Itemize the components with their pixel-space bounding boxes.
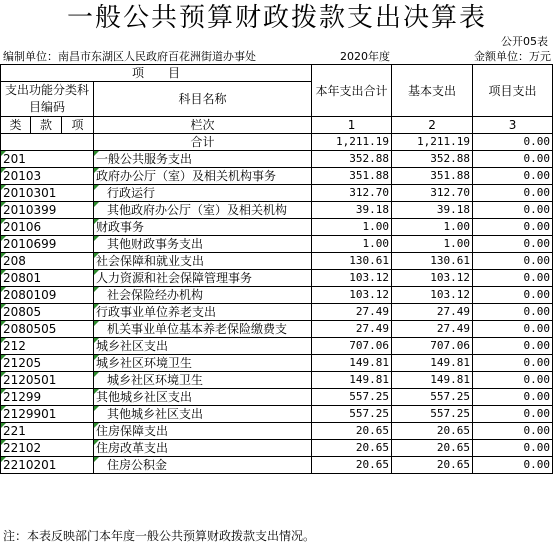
- meta-row: [0, 50, 554, 64]
- row-subject-name: 城乡社区环境卫生: [94, 355, 312, 372]
- row-subject-name: 其他城乡社区支出: [94, 406, 312, 423]
- row-total: 27.49: [312, 321, 392, 338]
- row-basic: 149.81: [392, 355, 473, 372]
- row-total: 103.12: [312, 287, 392, 304]
- row-subject-name: 其他城乡社区支出: [94, 389, 312, 406]
- total-sum: 1,211.19: [312, 134, 392, 151]
- table-row: [1, 338, 553, 355]
- row-code: 20106: [1, 219, 94, 236]
- row-project: 0.00: [473, 185, 553, 202]
- row-total: 149.81: [312, 372, 392, 389]
- row-total: 39.18: [312, 202, 392, 219]
- year-label: 2020年度: [340, 50, 390, 63]
- row-code: 2129901: [1, 406, 94, 423]
- row-subject-name: 行政事业单位养老支出: [94, 304, 312, 321]
- row-code: 20805: [1, 304, 94, 321]
- row-basic: 20.65: [392, 440, 473, 457]
- org-label: 编制单位：南昌市东湖区人民政府百花洲街道办事处: [3, 50, 256, 63]
- row-project: 0.00: [473, 423, 553, 440]
- header-lanci: 栏次: [94, 117, 312, 134]
- row-code: 208: [1, 253, 94, 270]
- table-row: [1, 185, 553, 202]
- table-row: [1, 219, 553, 236]
- row-project: 0.00: [473, 321, 553, 338]
- row-project: 0.00: [473, 406, 553, 423]
- row-project: 0.00: [473, 236, 553, 253]
- row-basic: 557.25: [392, 389, 473, 406]
- row-code: 221: [1, 423, 94, 440]
- row-subject-name: 城乡社区环境卫生: [94, 372, 312, 389]
- row-basic: 312.70: [392, 185, 473, 202]
- row-total: 149.81: [312, 355, 392, 372]
- header-project: 项 目: [1, 65, 312, 82]
- header-kuan: 款: [31, 117, 62, 134]
- row-code: 212: [1, 338, 94, 355]
- table-row: [1, 440, 553, 457]
- row-total: 27.49: [312, 304, 392, 321]
- row-total: 707.06: [312, 338, 392, 355]
- row-subject-name: 其他政府办公厅（室）及相关机构: [94, 202, 312, 219]
- row-code: 2010399: [1, 202, 94, 219]
- row-code: 2210201: [1, 457, 94, 474]
- project-sum: 0.00: [473, 134, 553, 151]
- row-code: 201: [1, 151, 94, 168]
- header-col-total: 本年支出合计: [312, 65, 392, 117]
- basic-sum: 1,211.19: [392, 134, 473, 151]
- header-xiang: 项: [62, 117, 94, 134]
- row-subject-name: 财政事务: [94, 219, 312, 236]
- row-subject-name: 社会保险经办机构: [94, 287, 312, 304]
- row-project: 0.00: [473, 440, 553, 457]
- table-row: [1, 423, 553, 440]
- row-project: 0.00: [473, 457, 553, 474]
- row-code: 2120501: [1, 372, 94, 389]
- row-project: 0.00: [473, 372, 553, 389]
- table-row: [1, 270, 553, 287]
- table-row: [1, 406, 553, 423]
- row-subject-name: 社会保障和就业支出: [94, 253, 312, 270]
- row-code: 21299: [1, 389, 94, 406]
- row-code: 21205: [1, 355, 94, 372]
- row-subject-name: 一般公共服务支出: [94, 151, 312, 168]
- row-subject-name: 住房保障支出: [94, 423, 312, 440]
- row-subject-name: 城乡社区支出: [94, 338, 312, 355]
- header-col2: 2: [392, 117, 473, 134]
- row-total: 1.00: [312, 219, 392, 236]
- row-basic: 557.25: [392, 406, 473, 423]
- expenditure-table: [0, 64, 553, 474]
- footnote: 注：本表反映部门本年度一般公共预算财政拨款支出情况。: [3, 529, 316, 543]
- row-project: 0.00: [473, 287, 553, 304]
- row-total: 557.25: [312, 389, 392, 406]
- row-project: 0.00: [473, 151, 553, 168]
- row-total: 312.70: [312, 185, 392, 202]
- row-code: 2080109: [1, 287, 94, 304]
- table-number: 公开05表: [501, 35, 548, 48]
- row-basic: 149.81: [392, 372, 473, 389]
- row-basic: 27.49: [392, 304, 473, 321]
- header-func-code: 支出功能分类科目编码: [1, 82, 94, 117]
- row-total: 1.00: [312, 236, 392, 253]
- table-row: [1, 253, 553, 270]
- row-basic: 130.61: [392, 253, 473, 270]
- table-row: [1, 389, 553, 406]
- row-subject-name: 住房改革支出: [94, 440, 312, 457]
- header-subject-name: 科目名称: [94, 82, 312, 117]
- row-basic: 20.65: [392, 423, 473, 440]
- row-basic: 1.00: [392, 236, 473, 253]
- row-basic: 27.49: [392, 321, 473, 338]
- row-subject-name: 行政运行: [94, 185, 312, 202]
- table-row: [1, 457, 553, 474]
- table-row: [1, 202, 553, 219]
- row-basic: 20.65: [392, 457, 473, 474]
- row-basic: 1.00: [392, 219, 473, 236]
- row-code: 20801: [1, 270, 94, 287]
- row-project: 0.00: [473, 338, 553, 355]
- row-code: 22102: [1, 440, 94, 457]
- header-col3: 3: [473, 117, 553, 134]
- row-basic: 103.12: [392, 270, 473, 287]
- row-project: 0.00: [473, 355, 553, 372]
- row-subject-name: 人力资源和社会保障管理事务: [94, 270, 312, 287]
- table-row: [1, 355, 553, 372]
- row-total: 20.65: [312, 440, 392, 457]
- table-row: [1, 287, 553, 304]
- table-row: [1, 168, 553, 185]
- row-project: 0.00: [473, 253, 553, 270]
- row-total: 352.88: [312, 151, 392, 168]
- table-row: [1, 236, 553, 253]
- header-col1: 1: [312, 117, 392, 134]
- report-title: 一般公共预算财政拨款支出决算表: [66, 3, 487, 33]
- row-basic: 707.06: [392, 338, 473, 355]
- table-row: [1, 151, 553, 168]
- row-basic: 352.88: [392, 151, 473, 168]
- row-total: 20.65: [312, 457, 392, 474]
- row-subject-name: 其他财政事务支出: [94, 236, 312, 253]
- table-row: [1, 321, 553, 338]
- row-total: 351.88: [312, 168, 392, 185]
- header-lei: 类: [1, 117, 31, 134]
- heji-label: 合计: [94, 134, 312, 151]
- row-project: 0.00: [473, 389, 553, 406]
- table-row: [1, 304, 553, 321]
- row-code: 2010699: [1, 236, 94, 253]
- header-col-basic: 基本支出: [392, 65, 473, 117]
- row-project: 0.00: [473, 304, 553, 321]
- row-project: 0.00: [473, 202, 553, 219]
- table-row: [1, 372, 553, 389]
- row-project: 0.00: [473, 219, 553, 236]
- heji-blank: [1, 134, 94, 151]
- row-basic: 103.12: [392, 287, 473, 304]
- row-code: 20103: [1, 168, 94, 185]
- row-total: 130.61: [312, 253, 392, 270]
- header-col-project: 项目支出: [473, 65, 553, 117]
- row-total: 20.65: [312, 423, 392, 440]
- row-subject-name: 机关事业单位基本养老保险缴费支: [94, 321, 312, 338]
- row-subject-name: 住房公积金: [94, 457, 312, 474]
- row-basic: 39.18: [392, 202, 473, 219]
- row-code: 2010301: [1, 185, 94, 202]
- row-project: 0.00: [473, 168, 553, 185]
- row-project: 0.00: [473, 270, 553, 287]
- row-total: 103.12: [312, 270, 392, 287]
- row-basic: 351.88: [392, 168, 473, 185]
- row-subject-name: 政府办公厅（室）及相关机构事务: [94, 168, 312, 185]
- row-code: 2080505: [1, 321, 94, 338]
- row-total: 557.25: [312, 406, 392, 423]
- unit-label: 金额单位：万元: [474, 50, 551, 63]
